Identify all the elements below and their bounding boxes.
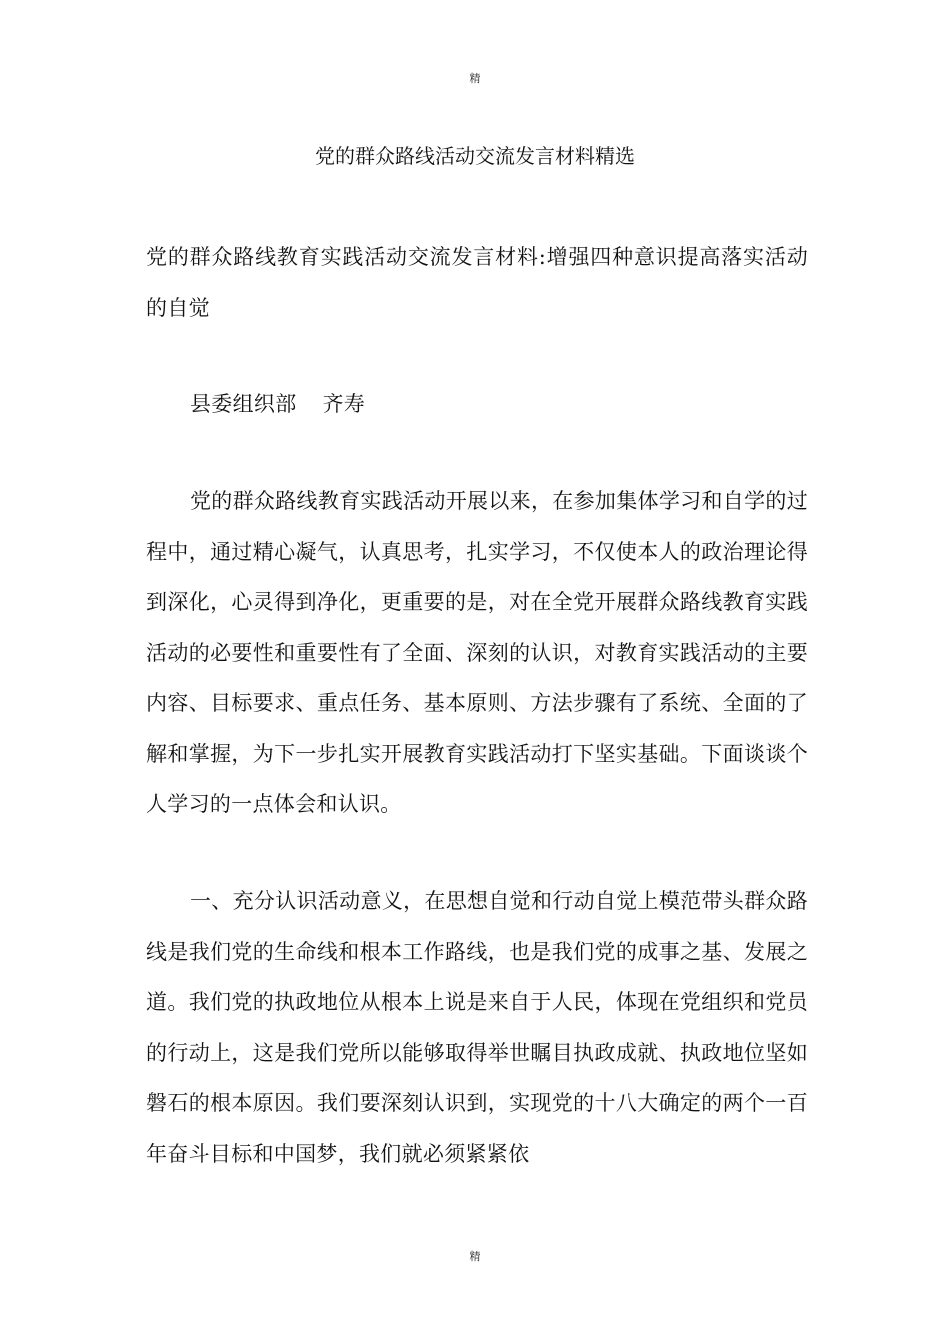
author-name: 齐寿	[322, 392, 366, 416]
author-line	[146, 379, 852, 430]
footer-mark: 精	[469, 1250, 481, 1263]
body-paragraph: 党的群众路线教育实践活动开展以来，在参加集体学习和自学的过程中，通过精心凝气，认真思考，扎实学习，不仅使本人的政治理论得到深化，心灵得到净化，更重要的是，对在全党开展群众路线教育实践活动的必要性和重要性有了全面、深刻的认识，对教育实践活动的主要内容、目标要求、重点任务、基本原则、方法步骤有了系统、全面的了解和掌握，为下一步扎实开展教育实践活动打下坚实基础。下面谈谈个人学习的一点体会和认识。	[146, 489, 808, 816]
document-subtitle: 党的群众路线教育实践活动交流发言材料:增强四种意识提高落实活动的自觉	[146, 245, 808, 320]
header-mark: 精	[469, 72, 481, 85]
body-paragraph: 一、充分认识活动意义，在思想自觉和行动自觉上模范带头群众路线是我们党的生命线和根本工作路线，也是我们党的成事之基、发展之道。我们党的执政地位从根本上说是来自于人民，体现在党组织和党员的行动上，这是我们党所以能够取得举世瞩目执政成就、执政地位坚如磐石的根本原因。我们要深刻认识到，实现党的十八大确定的两个一百年奋斗目标和中国梦，我们就必须紧紧依	[146, 889, 808, 1166]
author-org: 县委组织部	[190, 392, 297, 416]
document-title: 党的群众路线活动交流发言材料精选	[315, 144, 635, 168]
